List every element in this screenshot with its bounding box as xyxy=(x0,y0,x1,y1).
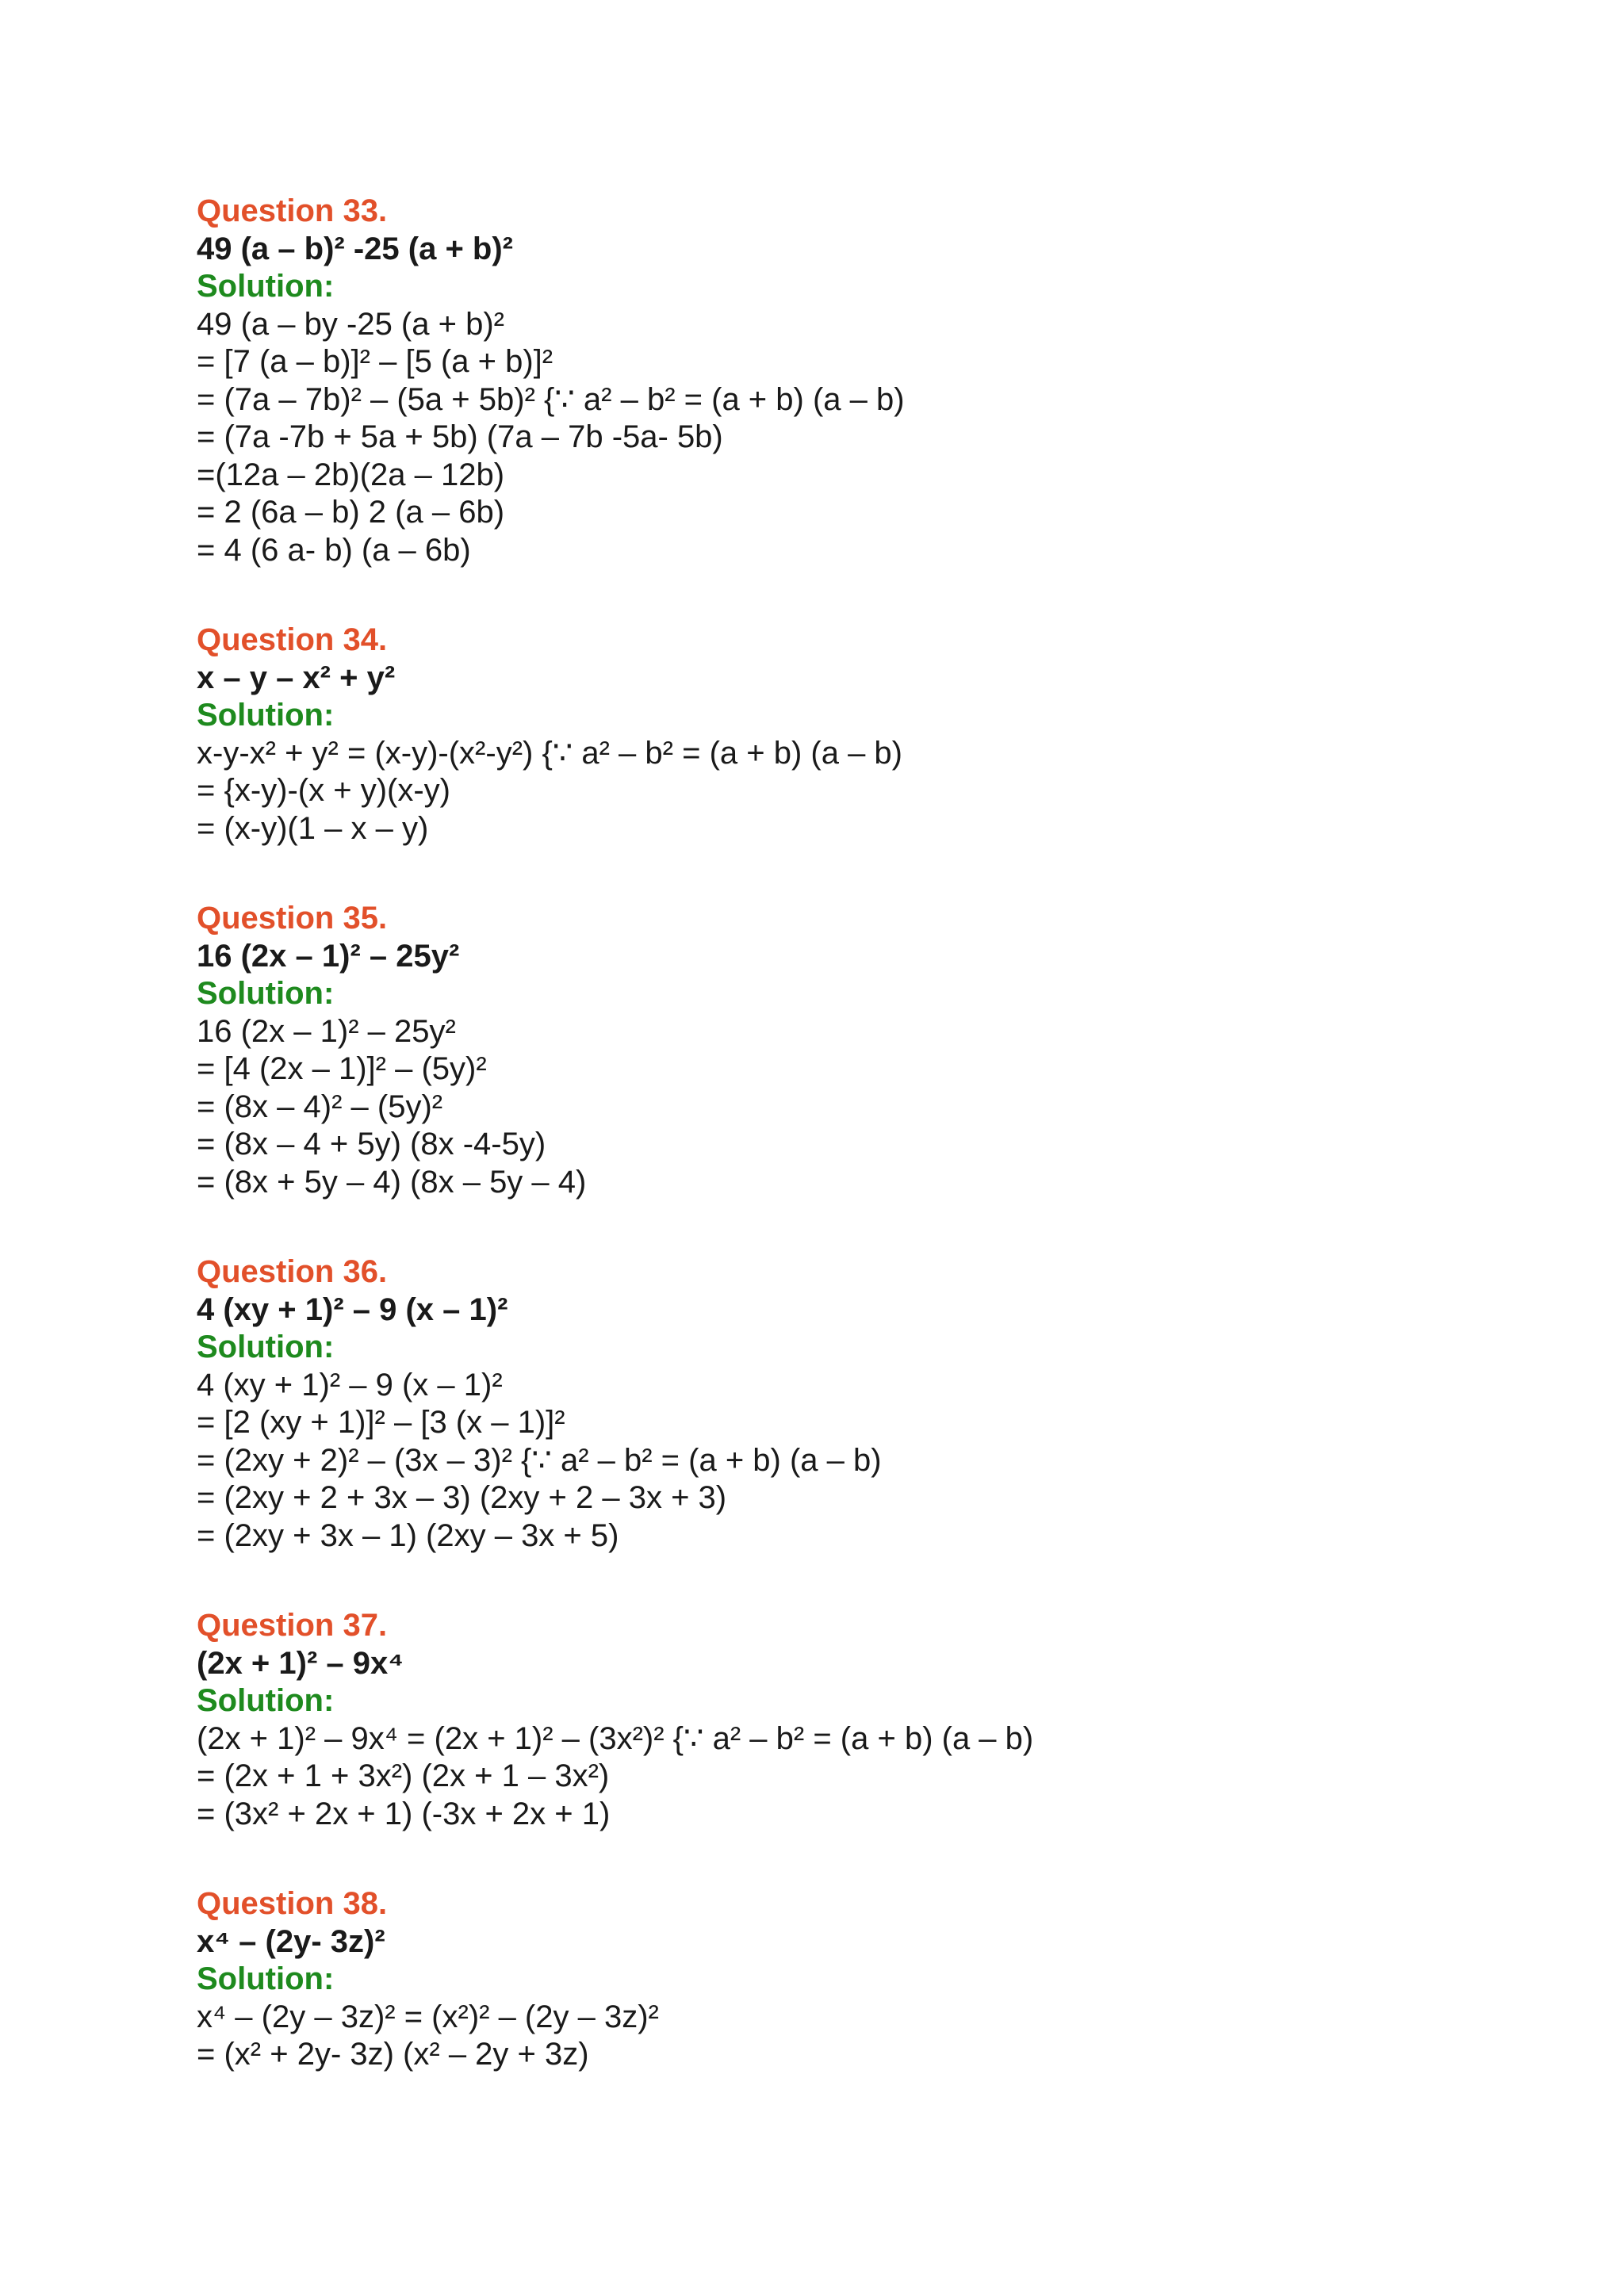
question-title: Question 36. xyxy=(197,1254,388,1289)
solution-step: (2x + 1)² – 9x⁴ = (2x + 1)² – (3x²)² {∵ a² – b² = (a + b) (a – b) xyxy=(197,1720,1034,1756)
solution-step: = (8x – 4 + 5y) (8x -4-5y) xyxy=(197,1127,546,1161)
content-column xyxy=(197,193,1434,2074)
section-spacer xyxy=(197,848,1434,900)
question-block-34 xyxy=(197,622,1434,848)
section-spacer xyxy=(197,1833,1434,1885)
solution-step: = 2 (6a – b) 2 (a – 6b) xyxy=(197,495,505,530)
solution-step: = (7a -7b + 5a + 5b) (7a – 7b -5a- 5b) xyxy=(197,419,723,454)
question-title: Question 34. xyxy=(197,622,388,657)
solution-label: Solution: xyxy=(197,1330,335,1364)
question-block-38 xyxy=(197,1885,1434,2074)
question-problem: 4 (xy + 1)² – 9 (x – 1)² xyxy=(197,1292,508,1327)
solution-label: Solution: xyxy=(197,698,335,733)
question-title: Question 35. xyxy=(197,901,388,936)
solution-step: = (8x – 4)² – (5y)² xyxy=(197,1089,443,1124)
solution-label: Solution: xyxy=(197,976,335,1011)
question-title: Question 37. xyxy=(197,1608,388,1643)
solution-step: x-y-x² + y² = (x-y)-(x²-y²) {∵ a² – b² = (a + b) (a – b) xyxy=(197,735,902,771)
solution-step: = (7a – 7b)² – (5a + 5b)² {∵ a² – b² = (a + b) (a – b) xyxy=(197,381,905,417)
question-problem: 16 (2x – 1)² – 25y² xyxy=(197,938,460,974)
question-problem: 49 (a – b)² -25 (a + b)² xyxy=(197,231,513,266)
solution-step: = (3x² + 2x + 1) (-3x + 2x + 1) xyxy=(197,1796,611,1831)
solution-label: Solution: xyxy=(197,269,335,304)
solution-step: = [2 (xy + 1)]² – [3 (x – 1)]² xyxy=(197,1405,565,1440)
solution-step: = (2xy + 2 + 3x – 3) (2xy + 2 – 3x + 3) xyxy=(197,1480,727,1515)
solution-label: Solution: xyxy=(197,1961,335,1996)
solution-step: = 4 (6 a- b) (a – 6b) xyxy=(197,532,471,568)
question-problem: x⁴ – (2y- 3z)² xyxy=(197,1923,385,1959)
solution-step: = (2xy + 2)² – (3x – 3)² {∵ a² – b² = (a + b) (a – b) xyxy=(197,1442,882,1478)
question-block-36 xyxy=(197,1253,1434,1555)
solution-step: 16 (2x – 1)² – 25y² xyxy=(197,1013,456,1049)
question-block-33 xyxy=(197,193,1434,569)
question-block-35 xyxy=(197,900,1434,1201)
solution-step: = [4 (2x – 1)]² – (5y)² xyxy=(197,1051,487,1086)
solution-label: Solution: xyxy=(197,1683,335,1718)
section-spacer xyxy=(197,1201,1434,1253)
question-title: Question 38. xyxy=(197,1886,388,1921)
solution-step: 4 (xy + 1)² – 9 (x – 1)² xyxy=(197,1367,503,1402)
question-title: Question 33. xyxy=(197,193,388,228)
solution-step: x⁴ – (2y – 3z)² = (x²)² – (2y – 3z)² xyxy=(197,1999,659,2034)
section-spacer xyxy=(197,569,1434,622)
solution-step: 49 (a – by -25 (a + b)² xyxy=(197,306,504,342)
solution-step: = [7 (a – b)]² – [5 (a + b)]² xyxy=(197,344,553,379)
question-problem: (2x + 1)² – 9x⁴ xyxy=(197,1645,404,1681)
solution-step: = (8x + 5y – 4) (8x – 5y – 4) xyxy=(197,1164,587,1200)
solution-step: = (2xy + 3x – 1) (2xy – 3x + 5) xyxy=(197,1517,619,1553)
solution-step: = (2x + 1 + 3x²) (2x + 1 – 3x²) xyxy=(197,1758,610,1793)
question-problem: x – y – x² + y² xyxy=(197,660,396,695)
solution-step: = (x-y)(1 – x – y) xyxy=(197,810,429,846)
section-spacer xyxy=(197,1555,1434,1607)
question-block-37 xyxy=(197,1607,1434,1833)
solution-step: = {x-y)-(x + y)(x-y) xyxy=(197,773,450,808)
solution-step: = (x² + 2y- 3z) (x² – 2y + 3z) xyxy=(197,2037,589,2072)
solution-step: =(12a – 2b)(2a – 12b) xyxy=(197,457,505,492)
